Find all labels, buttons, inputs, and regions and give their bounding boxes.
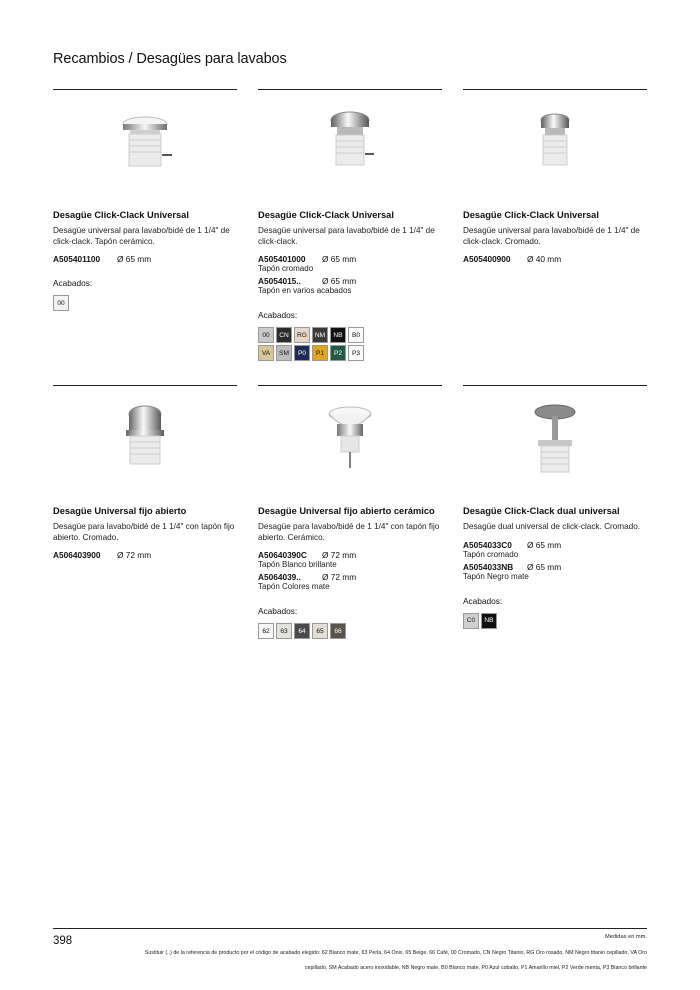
reference-note: Tapón Negro mate <box>463 571 529 581</box>
card-divider <box>463 385 647 386</box>
reference-size: Ø 65 mm <box>527 561 562 572</box>
product-title: Desagüe Click-Clack Universal <box>463 210 599 220</box>
page-number: 398 <box>53 935 73 947</box>
reference-list <box>258 254 442 296</box>
product-card <box>258 89 442 361</box>
reference-line <box>258 276 442 286</box>
reference-code: A50640390C <box>258 550 307 560</box>
reference-line <box>463 254 647 264</box>
product-card <box>53 89 237 311</box>
reference-line <box>53 550 237 560</box>
reference-note: Tapón Colores mate <box>258 582 330 591</box>
reference-list <box>53 550 237 560</box>
finish-swatches <box>258 623 378 639</box>
reference-list <box>53 254 237 264</box>
reference-code: A505401000 <box>258 254 306 264</box>
finish-swatch-nb: NB <box>481 613 497 629</box>
finish-swatches <box>53 295 173 311</box>
product-image <box>258 96 442 196</box>
product-image <box>463 392 647 492</box>
reference-size: Ø 65 mm <box>117 254 152 264</box>
card-divider <box>463 89 647 90</box>
finish-swatch-nm: NM <box>312 327 328 343</box>
product-description: Desagüe para lavabo/bidé de 1 1/4" con tapón fijo abierto. Cerámico. <box>258 522 440 542</box>
product-card <box>53 385 237 560</box>
reference-size: Ø 65 mm <box>527 539 562 550</box>
reference-line <box>53 254 237 264</box>
reference-list <box>463 254 647 264</box>
card-divider <box>258 89 442 90</box>
reference-list <box>258 550 442 592</box>
reference-size: Ø 72 mm <box>117 550 152 560</box>
product-description: Desagüe universal para lavabo/bidé de 1 1/4" de click-clack. Cromado. <box>463 226 640 246</box>
reference-code: A505400900 <box>463 254 511 264</box>
finish-swatch-sm: SM <box>276 345 292 361</box>
reference-line <box>258 572 442 582</box>
finish-swatch-p0: P0 <box>294 345 310 361</box>
product-card <box>463 89 647 264</box>
finish-swatch-b0: B0 <box>348 327 364 343</box>
finish-swatch-cn: CN <box>276 327 292 343</box>
finish-swatch-p3: P3 <box>348 345 364 361</box>
finish-swatch-nb: NB <box>330 327 346 343</box>
finish-swatch-00: 00 <box>258 327 274 343</box>
reference-line <box>463 562 647 572</box>
product-image <box>463 96 647 196</box>
finish-swatch-rg: RG <box>294 327 310 343</box>
reference-size: Ø 72 mm <box>322 550 357 560</box>
product-card <box>258 385 442 639</box>
reference-note: Tapón cromado <box>463 549 519 559</box>
reference-code: A5054033NB <box>463 561 514 572</box>
finish-swatch-00: 00 <box>53 295 69 311</box>
finish-swatch-62: 62 <box>258 623 274 639</box>
reference-note: Tapón Blanco brillante <box>258 560 337 569</box>
product-image <box>258 392 442 492</box>
footer-measure-note: Medidas en mm. <box>604 934 647 940</box>
footer-finish-legend: Sustituir (..) de la referencia de producto por el código de acabado elegido: 62 Blanco mate, 63 Perla, 64 Onix, 65 Beige, 66 Café, 00 Cromado, CN Negro Titanio, RG Oro rosado, NM Negro titanio cepillado, VA Oro cepillado, SM Acabado acero inoxidable, NB Negro mate, B0 Blanco mate, P0 Azul cobalto, P1 Amarillo miel, P2 Verde menta, P3 Blanco brillante <box>144 950 647 971</box>
product-card <box>463 385 647 629</box>
finishes-label: Acabados: <box>463 595 503 606</box>
reference-size: Ø 72 mm <box>322 572 357 582</box>
finish-swatch-64: 64 <box>294 623 310 639</box>
product-title: Desagüe Universal fijo abierto <box>53 506 187 516</box>
product-description: Desagüe dual universal de click-clack. Cromado. <box>463 522 641 531</box>
reference-list <box>463 540 647 582</box>
product-description: Desagüe universal para lavabo/bidé de 1 1/4" de click-clack. <box>258 226 435 246</box>
product-title: Desagüe Click-Clack dual universal <box>463 506 620 516</box>
reference-size: Ø 65 mm <box>322 276 357 286</box>
card-divider <box>53 89 237 90</box>
finish-swatches <box>258 327 378 361</box>
reference-note: Tapón en varios acabados <box>258 286 352 295</box>
reference-code: A5064039.. <box>258 572 301 582</box>
product-title: Desagüe Click-Clack Universal <box>53 210 189 220</box>
card-divider <box>258 385 442 386</box>
product-title: Desagüe Universal fijo abierto cerámico <box>258 506 435 516</box>
reference-line <box>463 540 647 550</box>
product-image <box>53 96 237 196</box>
reference-size: Ø 40 mm <box>527 254 562 264</box>
card-divider <box>53 385 237 386</box>
product-description: Desagüe universal para lavabo/bidé de 1 1/4" de click-clack. Tapón cerámico. <box>53 226 230 246</box>
finishes-label: Acabados: <box>258 606 298 616</box>
finish-swatch-65: 65 <box>312 623 328 639</box>
product-title: Desagüe Click-Clack Universal <box>258 210 394 220</box>
reference-code: A505401100 <box>53 254 101 264</box>
product-description: Desagüe para lavabo/bidé de 1 1/4" con tapón fijo abierto. Cromado. <box>53 522 235 542</box>
reference-line <box>258 550 442 560</box>
finish-swatches <box>463 613 583 629</box>
reference-code: A506403900 <box>53 550 101 560</box>
reference-line <box>258 254 442 264</box>
reference-code: A5054015.. <box>258 276 301 286</box>
finishes-label: Acabados: <box>258 310 298 320</box>
finish-swatch-p1: P1 <box>312 345 328 361</box>
finish-swatch-va: VA <box>258 345 274 361</box>
reference-note: Tapón cromado <box>258 264 314 273</box>
finishes-label: Acabados: <box>53 278 93 288</box>
reference-code: A5054033C0 <box>463 539 512 550</box>
finish-swatch-c0: C0 <box>463 613 479 629</box>
product-image <box>53 392 237 492</box>
reference-size: Ø 65 mm <box>322 254 357 264</box>
page-title: Recambios / Desagües para lavabos <box>53 51 287 67</box>
finish-swatch-p2: P2 <box>330 345 346 361</box>
footer-divider <box>53 928 647 929</box>
finish-swatch-66: 66 <box>330 623 346 639</box>
finish-swatch-63: 63 <box>276 623 292 639</box>
